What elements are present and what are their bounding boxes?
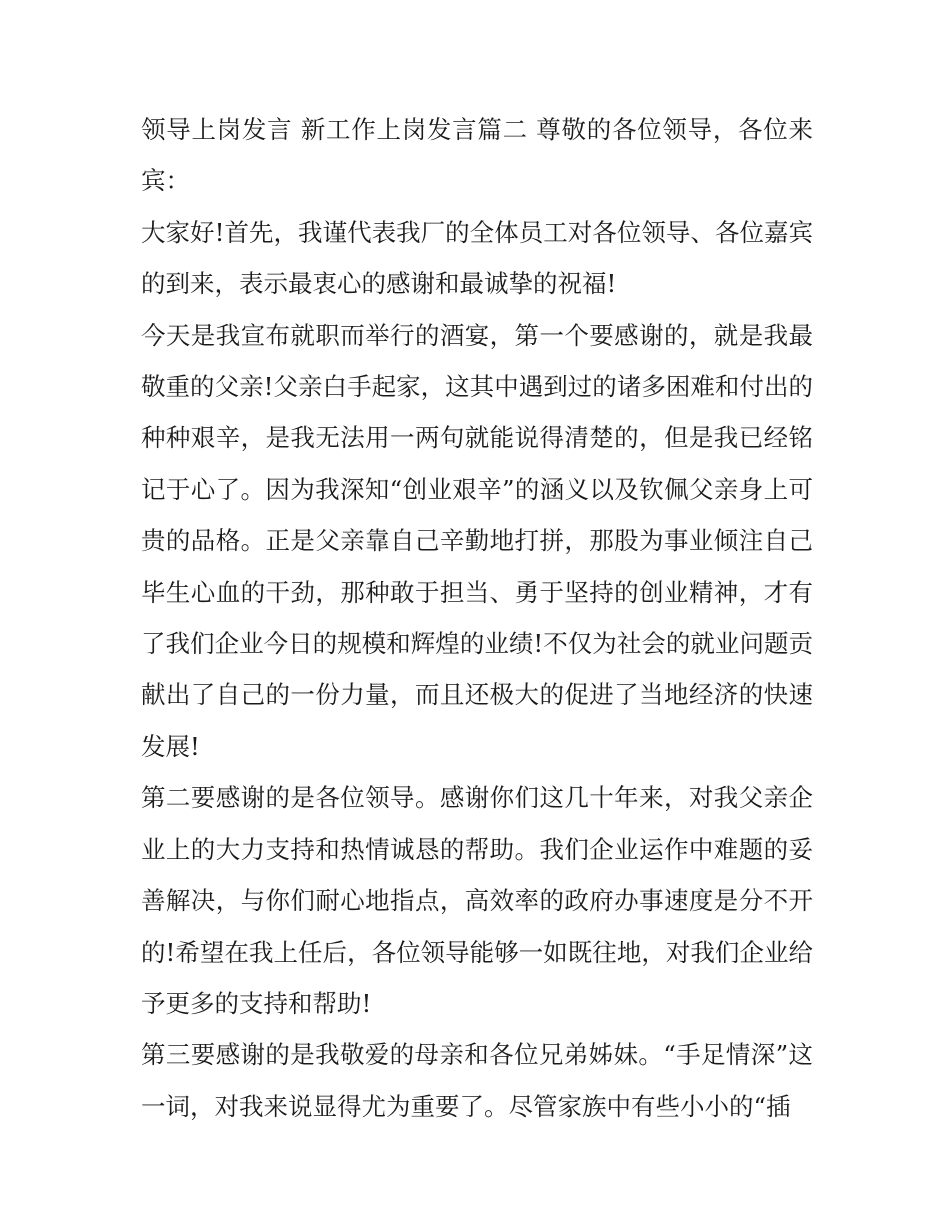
document-body [141, 104, 813, 1132]
paragraph-3: 今天是我宣布就职而举行的酒宴，第一个要感谢的，就是我最敬重的父亲!父亲白手起家，这其中遇到过的诸多困难和付出的种种艰辛，是我无法用一两句就能说得清楚的，但是我已经铭记于心了。因为我深知“创业艰辛”的涵义以及钦佩父亲身上可贵的品格。正是父亲靠自己辛勤地打拼，那股为事业倾注自己毕生心血的干劲，那种敢于担当、勇于坚持的创业精神，才有了我们企业今日的规模和辉煌的业绩!不仅为社会的就业问题贡献出了自己的一份力量，而且还极大的促进了当地经济的快速发展! [141, 320, 813, 761]
paragraph-2: 大家好!首先，我谨代表我厂的全体员工对各位领导、各位嘉宾的到来，表示最衷心的感谢和最诚挚的祝福! [141, 217, 813, 299]
paragraph-5: 第三要感谢的是我敬爱的母亲和各位兄弟姊妹。“手足情深”这一词，对我来说显得尤为重要了。尽管家族中有些小小的“插 [141, 1040, 813, 1121]
paragraph-1: 领导上岗发言 新工作上岗发言篇二 尊敬的各位领导，各位来宾： [141, 115, 813, 196]
paragraph-4: 第二要感谢的是各位领导。感谢你们这几十年来，对我父亲企业上的大力支持和热情诚恳的帮助。我们企业运作中难题的妥善解决，与你们耐心地指点，高效率的政府办事速度是分不开的!希望在我上任后，各位领导能够一如既往地，对我们企业给予更多的支持和帮助! [141, 783, 813, 1018]
